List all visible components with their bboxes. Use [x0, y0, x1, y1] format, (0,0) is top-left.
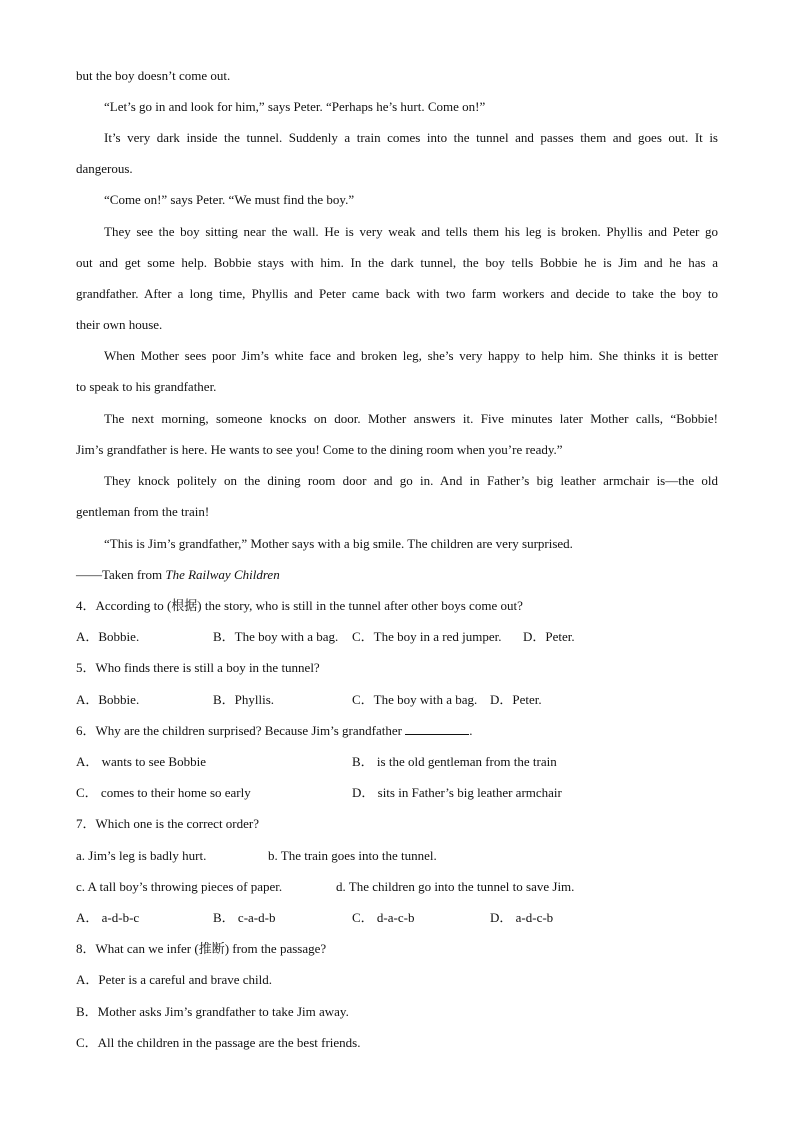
question-4-stem: 4．According to (根据) the story, who is still in the tunnel after other boys come out? — [76, 598, 523, 613]
story-paragraph-6-line-2: Jim’s grandfather is here. He wants to see you! Come to the dining room when you’re ready.” — [76, 442, 563, 457]
question-6-option-d[interactable]: D． sits in Father’s big leather armchair — [352, 785, 562, 800]
story-paragraph-4-line-3: grandfather. After a long time, Phyllis and Peter came back with two farm workers and decide to take the boy to — [76, 286, 718, 301]
answer-blank — [405, 722, 469, 735]
question-7-stem: 7．Which one is the correct order? — [76, 816, 260, 831]
story-paragraph-1: “Let’s go in and look for him,” says Peter. “Perhaps he’s hurt. Come on!” — [104, 99, 486, 114]
story-paragraph-5-line-2: to speak to his grandfather. — [76, 379, 217, 394]
story-paragraph-4-line-2: out and get some help. Bobbie stays with him. In the dark tunnel, the boy tells Bobbie he is Jim and he has a — [76, 255, 718, 270]
question-5-option-c[interactable]: C．The boy with a bag. — [352, 692, 478, 707]
source-title: The Railway Children — [165, 567, 280, 582]
question-7-option-c[interactable]: C． d-a-c-b — [352, 910, 415, 925]
question-7-option-a[interactable]: A． a-d-b-c — [76, 910, 140, 925]
story-paragraph-7-line-2: gentleman from the train! — [76, 504, 210, 519]
question-8-option-a[interactable]: A．Peter is a careful and brave child. — [76, 972, 273, 987]
question-4-option-d[interactable]: D．Peter. — [523, 629, 575, 644]
question-6-stem-text: 6．Why are the children surprised? Because Jim’s grandfather — [76, 723, 406, 738]
story-paragraph-4-line-4: their own house. — [76, 317, 163, 332]
story-paragraph-3: “Come on!” says Peter. “We must find the boy.” — [104, 192, 355, 207]
question-6-option-c[interactable]: C． comes to their home so early — [76, 785, 251, 800]
question-5-option-d[interactable]: D．Peter. — [490, 692, 542, 707]
question-6-stem-end: . — [469, 723, 473, 738]
question-8-option-c[interactable]: C．All the children in the passage are the best friends. — [76, 1035, 361, 1050]
question-5-stem: 5．Who finds there is still a boy in the tunnel? — [76, 660, 320, 675]
question-7-option-b[interactable]: B． c-a-d-b — [213, 910, 276, 925]
question-4-option-b[interactable]: B．The boy with a bag. — [213, 629, 339, 644]
question-5-option-b[interactable]: B．Phyllis. — [213, 692, 275, 707]
story-paragraph-4-line-1: They see the boy sitting near the wall. He is very weak and tells them his leg is broken. Phyllis and Peter go — [104, 224, 718, 239]
question-7-event-b: b. The train goes into the tunnel. — [268, 848, 437, 863]
question-7-event-c: c. A tall boy’s throwing pieces of paper. — [76, 879, 283, 894]
story-paragraph-2-line-1: It’s very dark inside the tunnel. Suddenly a train comes into the tunnel and passes them and goes out. It is — [104, 130, 718, 145]
question-8-option-b[interactable]: B．Mother asks Jim’s grandfather to take Jim away. — [76, 1004, 349, 1019]
question-6-option-b[interactable]: B． is the old gentleman from the train — [352, 754, 557, 769]
story-paragraph-2-line-2: dangerous. — [76, 161, 133, 176]
story-paragraph-0-line-1: but the boy doesn’t come out. — [76, 68, 231, 83]
question-4-option-c[interactable]: C．The boy in a red jumper. — [352, 629, 502, 644]
question-6-stem — [76, 722, 472, 740]
question-7-event-d: d. The children go into the tunnel to save Jim. — [336, 879, 575, 894]
story-paragraph-7-line-1: They knock politely on the dining room door and go in. And in Father’s big leather armchair is—the old — [104, 473, 718, 488]
question-4-option-a[interactable]: A．Bobbie. — [76, 629, 140, 644]
question-8-stem: 8．What can we infer (推断) from the passage? — [76, 941, 327, 956]
question-7-option-d[interactable]: D． a-d-c-b — [490, 910, 554, 925]
source-prefix: ——Taken from — [76, 567, 166, 582]
source-citation — [76, 566, 280, 584]
question-6-option-a[interactable]: A． wants to see Bobbie — [76, 754, 206, 769]
question-5-option-a[interactable]: A．Bobbie. — [76, 692, 140, 707]
story-paragraph-6-line-1: The next morning, someone knocks on door. Mother answers it. Five minutes later Mother calls, “Bobbie! — [104, 411, 718, 426]
question-7-event-a: a. Jim’s leg is badly hurt. — [76, 848, 207, 863]
story-paragraph-5-line-1: When Mother sees poor Jim’s white face and broken leg, she’s very happy to help him. She thinks it is better — [104, 348, 718, 363]
story-paragraph-8: “This is Jim’s grandfather,” Mother says with a big smile. The children are very surprised. — [104, 536, 573, 551]
